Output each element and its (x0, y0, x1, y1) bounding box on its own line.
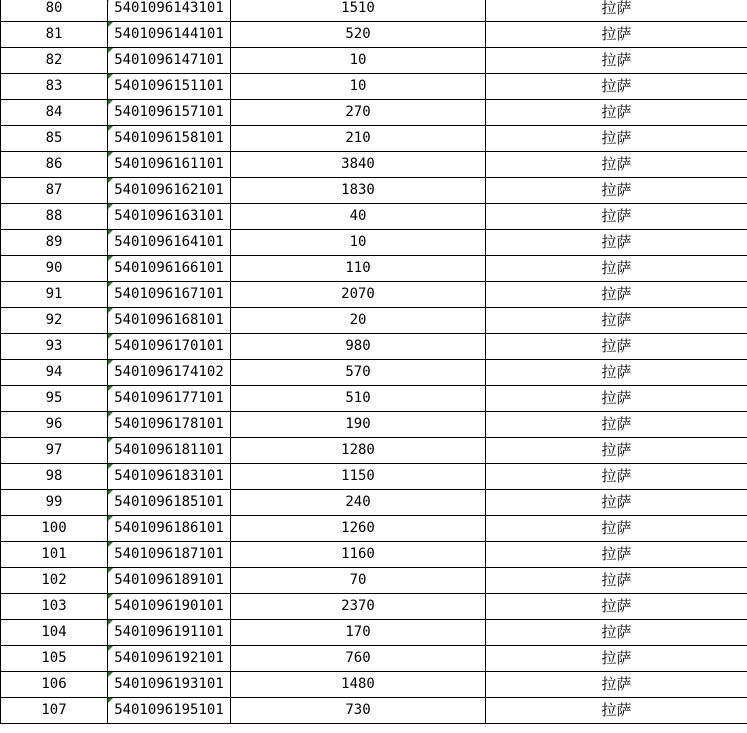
amount-cell[interactable]: 1280 (231, 438, 486, 464)
table-row (1, 0, 747, 22)
table-row (1, 178, 747, 204)
table-row (1, 204, 747, 230)
code-text: 5401096190101 (114, 598, 224, 614)
code-text: 5401096147101 (114, 52, 224, 68)
row-number-cell[interactable]: 82 (1, 48, 108, 74)
city-cell[interactable]: 拉萨 (486, 230, 747, 256)
code-cell[interactable] (108, 256, 231, 282)
table-row (1, 568, 747, 594)
row-number-cell[interactable]: 102 (1, 568, 108, 594)
code-cell[interactable] (108, 490, 231, 516)
amount-cell[interactable]: 110 (231, 256, 486, 282)
city-cell[interactable]: 拉萨 (486, 204, 747, 230)
row-number-cell[interactable]: 80 (1, 0, 108, 22)
city-cell[interactable]: 拉萨 (486, 126, 747, 152)
code-cell[interactable] (108, 542, 231, 568)
table-row (1, 100, 747, 126)
row-number-cell[interactable]: 105 (1, 646, 108, 672)
amount-cell[interactable]: 240 (231, 490, 486, 516)
code-text: 5401096177101 (114, 390, 224, 406)
table-row (1, 646, 747, 672)
row-number-cell[interactable]: 104 (1, 620, 108, 646)
amount-cell[interactable]: 520 (231, 22, 486, 48)
row-number-cell[interactable]: 83 (1, 74, 108, 100)
amount-cell[interactable]: 20 (231, 308, 486, 334)
amount-cell[interactable]: 1150 (231, 464, 486, 490)
code-cell[interactable] (108, 698, 231, 724)
code-cell[interactable] (108, 282, 231, 308)
text-format-marker-icon (108, 360, 113, 365)
row-number-cell[interactable]: 106 (1, 672, 108, 698)
amount-cell[interactable]: 2370 (231, 594, 486, 620)
code-text: 5401096183101 (114, 468, 224, 484)
code-cell[interactable] (108, 620, 231, 646)
amount-cell[interactable]: 2070 (231, 282, 486, 308)
city-cell[interactable]: 拉萨 (486, 672, 747, 698)
code-cell[interactable] (108, 568, 231, 594)
text-format-marker-icon (108, 74, 113, 79)
code-cell[interactable] (108, 178, 231, 204)
row-number-cell[interactable]: 84 (1, 100, 108, 126)
row-number-cell[interactable]: 99 (1, 490, 108, 516)
city-cell[interactable]: 拉萨 (486, 256, 747, 282)
city-cell[interactable]: 拉萨 (486, 308, 747, 334)
amount-cell[interactable]: 980 (231, 334, 486, 360)
row-number-cell[interactable]: 94 (1, 360, 108, 386)
city-cell[interactable]: 拉萨 (486, 542, 747, 568)
code-text: 5401096158101 (114, 130, 224, 146)
code-text: 5401096193101 (114, 676, 224, 692)
code-cell[interactable] (108, 126, 231, 152)
amount-cell[interactable]: 1830 (231, 178, 486, 204)
table-row (1, 516, 747, 542)
row-number-cell[interactable]: 91 (1, 282, 108, 308)
city-cell[interactable]: 拉萨 (486, 594, 747, 620)
code-text: 5401096187101 (114, 546, 224, 562)
code-text: 5401096144101 (114, 26, 224, 42)
city-cell[interactable]: 拉萨 (486, 386, 747, 412)
city-cell[interactable]: 拉萨 (486, 48, 747, 74)
city-cell[interactable]: 拉萨 (486, 620, 747, 646)
row-number-cell[interactable]: 93 (1, 334, 108, 360)
text-format-marker-icon (108, 126, 113, 131)
code-cell[interactable] (108, 464, 231, 490)
text-format-marker-icon (108, 568, 113, 573)
text-format-marker-icon (108, 490, 113, 495)
code-cell[interactable] (108, 308, 231, 334)
amount-cell[interactable]: 10 (231, 230, 486, 256)
table-row (1, 230, 747, 256)
city-cell[interactable]: 拉萨 (486, 516, 747, 542)
amount-cell[interactable]: 1510 (231, 0, 486, 22)
table-row (1, 698, 747, 724)
text-format-marker-icon (108, 698, 113, 703)
city-cell[interactable]: 拉萨 (486, 490, 747, 516)
row-number-cell[interactable]: 107 (1, 698, 108, 724)
text-format-marker-icon (108, 152, 113, 157)
code-cell[interactable] (108, 646, 231, 672)
amount-cell[interactable]: 70 (231, 568, 486, 594)
city-cell[interactable]: 拉萨 (486, 698, 747, 724)
code-cell[interactable] (108, 594, 231, 620)
code-text: 5401096195101 (114, 702, 224, 718)
code-text: 5401096157101 (114, 104, 224, 120)
text-format-marker-icon (108, 620, 113, 625)
row-number-cell[interactable]: 96 (1, 412, 108, 438)
text-format-marker-icon (108, 438, 113, 443)
table-row (1, 672, 747, 698)
code-text: 5401096168101 (114, 312, 224, 328)
row-number-cell[interactable]: 88 (1, 204, 108, 230)
table-row (1, 412, 747, 438)
code-text: 5401096181101 (114, 442, 224, 458)
code-cell[interactable] (108, 152, 231, 178)
table-row (1, 438, 747, 464)
code-text: 5401096185101 (114, 494, 224, 510)
text-format-marker-icon (108, 178, 113, 183)
table-row (1, 152, 747, 178)
code-text: 5401096151101 (114, 78, 224, 94)
table-row (1, 22, 747, 48)
code-text: 5401096167101 (114, 286, 224, 302)
table-row (1, 126, 747, 152)
code-text: 5401096178101 (114, 416, 224, 432)
code-cell[interactable] (108, 672, 231, 698)
city-cell[interactable]: 拉萨 (486, 0, 747, 22)
city-cell[interactable]: 拉萨 (486, 464, 747, 490)
text-format-marker-icon (108, 386, 113, 391)
amount-cell[interactable]: 570 (231, 360, 486, 386)
table-row (1, 48, 747, 74)
code-cell[interactable] (108, 516, 231, 542)
code-cell[interactable] (108, 48, 231, 74)
row-number-cell[interactable]: 103 (1, 594, 108, 620)
code-text: 5401096174102 (114, 364, 224, 380)
code-cell[interactable] (108, 230, 231, 256)
code-cell[interactable] (108, 74, 231, 100)
table-row (1, 360, 747, 386)
table-row (1, 256, 747, 282)
text-format-marker-icon (108, 412, 113, 417)
city-cell[interactable]: 拉萨 (486, 178, 747, 204)
city-cell[interactable]: 拉萨 (486, 74, 747, 100)
table-row (1, 620, 747, 646)
text-format-marker-icon (108, 100, 113, 105)
code-cell[interactable] (108, 0, 231, 22)
text-format-marker-icon (108, 0, 113, 1)
city-cell[interactable]: 拉萨 (486, 282, 747, 308)
amount-cell[interactable]: 730 (231, 698, 486, 724)
code-text: 5401096189101 (114, 572, 224, 588)
city-cell[interactable]: 拉萨 (486, 152, 747, 178)
table-row (1, 386, 747, 412)
city-cell[interactable]: 拉萨 (486, 22, 747, 48)
city-cell[interactable]: 拉萨 (486, 646, 747, 672)
amount-cell[interactable]: 10 (231, 74, 486, 100)
text-format-marker-icon (108, 230, 113, 235)
code-text: 5401096164101 (114, 234, 224, 250)
city-cell[interactable]: 拉萨 (486, 568, 747, 594)
text-format-marker-icon (108, 48, 113, 53)
text-format-marker-icon (108, 542, 113, 547)
row-number-cell[interactable]: 90 (1, 256, 108, 282)
city-cell[interactable]: 拉萨 (486, 100, 747, 126)
code-cell[interactable] (108, 100, 231, 126)
text-format-marker-icon (108, 308, 113, 313)
code-cell[interactable] (108, 360, 231, 386)
table-row (1, 464, 747, 490)
amount-cell[interactable]: 190 (231, 412, 486, 438)
row-number-cell[interactable]: 97 (1, 438, 108, 464)
code-cell[interactable] (108, 412, 231, 438)
code-text: 5401096162101 (114, 182, 224, 198)
code-text: 5401096166101 (114, 260, 224, 276)
code-text: 5401096161101 (114, 156, 224, 172)
city-cell[interactable]: 拉萨 (486, 334, 747, 360)
row-number-cell[interactable]: 89 (1, 230, 108, 256)
code-cell[interactable] (108, 438, 231, 464)
amount-cell[interactable]: 210 (231, 126, 486, 152)
amount-cell[interactable]: 10 (231, 48, 486, 74)
code-text: 5401096192101 (114, 650, 224, 666)
amount-cell[interactable]: 1480 (231, 672, 486, 698)
amount-cell[interactable]: 1260 (231, 516, 486, 542)
amount-cell[interactable]: 170 (231, 620, 486, 646)
spreadsheet-body (1, 0, 747, 724)
table-row (1, 490, 747, 516)
table-row (1, 334, 747, 360)
row-number-cell[interactable]: 87 (1, 178, 108, 204)
code-cell[interactable] (108, 386, 231, 412)
table-row (1, 282, 747, 308)
row-number-cell[interactable]: 92 (1, 308, 108, 334)
amount-cell[interactable]: 510 (231, 386, 486, 412)
table-row (1, 594, 747, 620)
text-format-marker-icon (108, 282, 113, 287)
row-number-cell[interactable]: 85 (1, 126, 108, 152)
code-text: 5401096186101 (114, 520, 224, 536)
code-text: 5401096143101 (114, 0, 224, 16)
city-cell[interactable]: 拉萨 (486, 412, 747, 438)
text-format-marker-icon (108, 646, 113, 651)
table-row (1, 308, 747, 334)
text-format-marker-icon (108, 594, 113, 599)
text-format-marker-icon (108, 516, 113, 521)
row-number-cell[interactable]: 86 (1, 152, 108, 178)
amount-cell[interactable]: 1160 (231, 542, 486, 568)
code-text: 5401096170101 (114, 338, 224, 354)
row-number-cell[interactable]: 95 (1, 386, 108, 412)
text-format-marker-icon (108, 334, 113, 339)
row-number-cell[interactable]: 101 (1, 542, 108, 568)
row-number-cell[interactable]: 98 (1, 464, 108, 490)
code-cell[interactable] (108, 204, 231, 230)
table-row (1, 542, 747, 568)
amount-cell[interactable]: 760 (231, 646, 486, 672)
text-format-marker-icon (108, 672, 113, 677)
row-number-cell[interactable]: 81 (1, 22, 108, 48)
text-format-marker-icon (108, 204, 113, 209)
code-text: 5401096191101 (114, 624, 224, 640)
code-cell[interactable] (108, 22, 231, 48)
amount-cell[interactable]: 40 (231, 204, 486, 230)
city-cell[interactable]: 拉萨 (486, 438, 747, 464)
amount-cell[interactable]: 3840 (231, 152, 486, 178)
code-text: 5401096163101 (114, 208, 224, 224)
amount-cell[interactable]: 270 (231, 100, 486, 126)
text-format-marker-icon (108, 256, 113, 261)
city-cell[interactable]: 拉萨 (486, 360, 747, 386)
row-number-cell[interactable]: 100 (1, 516, 108, 542)
code-cell[interactable] (108, 334, 231, 360)
text-format-marker-icon (108, 22, 113, 27)
text-format-marker-icon (108, 464, 113, 469)
table-row (1, 74, 747, 100)
